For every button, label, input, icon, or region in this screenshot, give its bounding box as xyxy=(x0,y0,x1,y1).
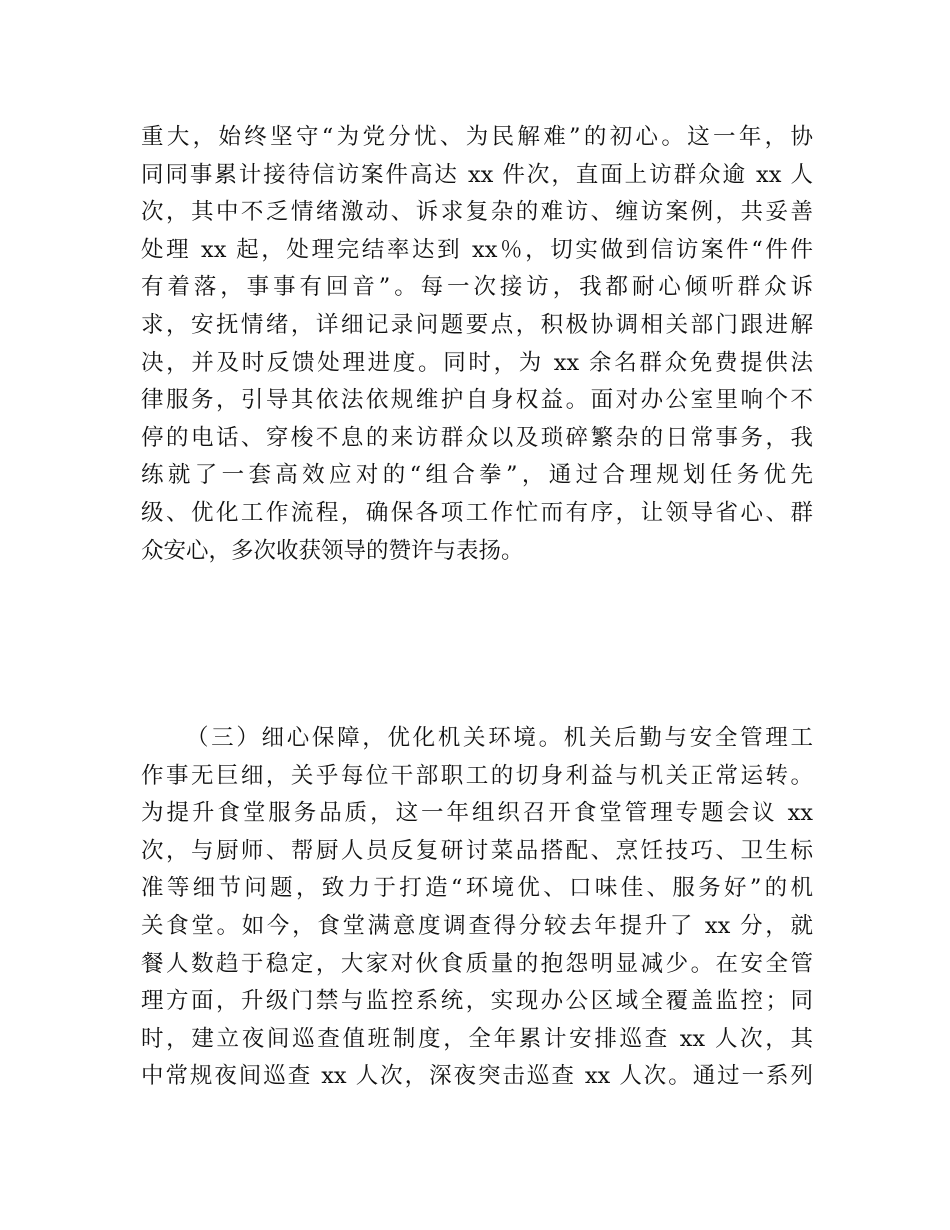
text-line: 次，其中不乏情绪激动、诉求复杂的难访、缠访案例，共妥善 xyxy=(141,199,813,226)
text-line: 关食堂。如今，食堂满意度调查得分较去年提升了 xx 分，就 xyxy=(141,912,813,939)
text-line: 停的电话、穿梭不息的来访群众以及琐碎繁杂的日常事务，我 xyxy=(141,424,813,451)
text-line: 准等细节问题，致力于打造“环境优、口味佳、服务好”的机 xyxy=(141,875,813,902)
text-line: 为提升食堂服务品质，这一年组织召开食堂管理专题会议 xx xyxy=(141,800,813,827)
text-line: 练就了一套高效应对的“组合拳”，通过合理规划任务优先 xyxy=(141,462,813,489)
text-line: 次，与厨师、帮厨人员反复研讨菜品搭配、烹饪技巧、卫生标 xyxy=(141,837,813,864)
text-line: 同同事累计接待信访案件高达 xx 件次，直面上访群众逾 xx 人 xyxy=(141,161,813,188)
text-line: 求，安抚情绪，详细记录问题要点，积极协调相关部门跟进解 xyxy=(141,311,813,338)
text-line: 理方面，升级门禁与监控系统，实现办公区域全覆盖监控；同 xyxy=(141,988,813,1015)
paragraph-petition-work xyxy=(141,119,813,570)
text-line: 时，建立夜间巡查值班制度，全年累计安排巡查 xx 人次，其 xyxy=(141,1025,813,1052)
section-heading-line: （三）细心保障，优化机关环境。机关后勤与安全管理工 xyxy=(186,725,813,751)
text-line: 餐人数趋于稳定，大家对伙食质量的抱怨明显减少。在安全管 xyxy=(141,950,813,977)
text-line: 作事无巨细，关乎每位干部职工的切身利益与机关正常运转。 xyxy=(141,762,813,789)
text-line: 决，并及时反馈处理进度。同时，为 xx 余名群众免费提供法 xyxy=(141,349,813,376)
text-line: 级、优化工作流程，确保各项工作忙而有序，让领导省心、群 xyxy=(141,499,813,526)
text-line: 有着落，事事有回音”。每一次接访，我都耐心倾听群众诉 xyxy=(141,274,813,301)
paragraph-logistics-security xyxy=(141,720,813,1096)
text-line: 众安心，多次收获领导的赞许与表扬。 xyxy=(141,537,524,564)
text-line: 中常规夜间巡查 xx 人次，深夜突击巡查 xx 人次。通过一系列 xyxy=(141,1063,813,1090)
text-line: 重大，始终坚守“为党分忧、为民解难”的初心。这一年，协 xyxy=(141,124,813,150)
text-line: 处理 xx 起，处理完结率达到 xx％，切实做到信访案件“件件 xyxy=(141,236,813,263)
text-line: 律服务，引导其依法依规维护自身权益。面对办公室里响个不 xyxy=(141,387,813,414)
